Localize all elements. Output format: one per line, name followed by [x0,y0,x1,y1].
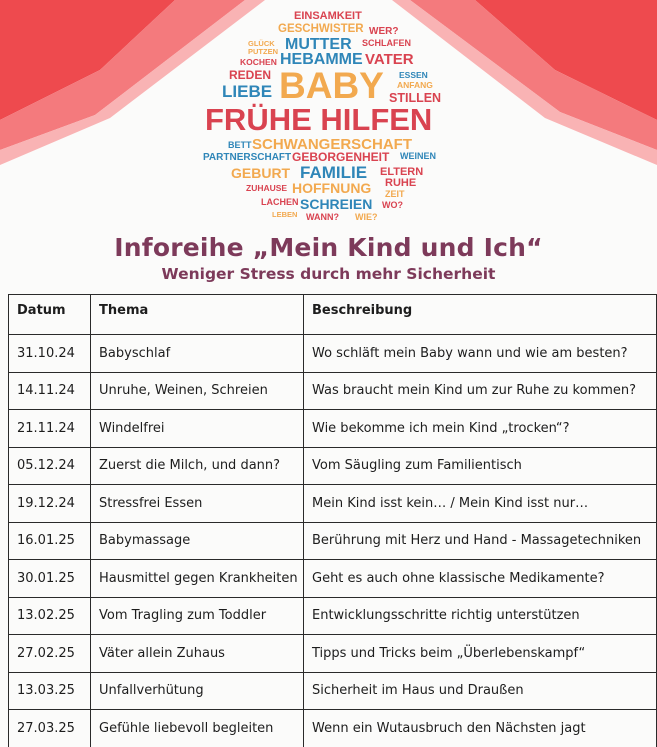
cell-topic: Vom Tragling zum Toddler [91,597,304,635]
cell-topic: Hausmittel gegen Krankheiten [91,560,304,598]
table-row [9,372,657,410]
cloud-word: WIE? [355,212,378,222]
table-row [9,672,657,710]
cloud-word: LIEBE [222,82,273,101]
table-row [9,522,657,560]
cell-date: 13.02.25 [9,597,91,635]
cloud-word: ZUHAUSE [246,183,288,193]
cloud-word: SCHREIEN [300,196,373,212]
cell-topic: Babymassage [91,522,304,560]
cell-topic: Windelfrei [91,410,304,448]
cloud-word: EINSAMKEIT [294,10,362,22]
table-row [9,710,657,747]
cell-date: 27.02.25 [9,635,91,673]
cloud-word: RUHE [385,177,417,189]
cloud-word: PUTZEN [248,47,278,56]
cloud-word: HEBAMME [280,51,363,68]
page-title: Inforeihe „Mein Kind und Ich“ [114,233,543,262]
cloud-word: ANFANG [397,80,433,90]
column-header-topic: Thema [91,295,304,335]
cell-description: Tipps und Tricks beim „Überlebenskampf“ [304,635,657,673]
cloud-word: WEINEN [400,151,436,161]
cloud-word: GESCHWISTER [278,23,364,35]
cloud-word: VATER [365,51,414,68]
cloud-word: WANN? [306,212,339,222]
cell-topic: Väter allein Zuhaus [91,635,304,673]
cell-description: Geht es auch ohne klassische Medikamente? [304,560,657,598]
word-cloud [0,0,657,230]
cloud-word: REDEN [229,68,272,82]
cloud-word: LEBEN [272,210,298,219]
cell-date: 13.03.25 [9,672,91,710]
cloud-word: WER? [369,26,399,37]
cell-description: Wie bekomme ich mein Kind „trocken“? [304,410,657,448]
cell-description: Vom Säugling zum Familientisch [304,447,657,485]
cell-topic: Unruhe, Weinen, Schreien [91,372,304,410]
cloud-word: SCHWANGERSCHAFT [252,136,412,153]
schedule-table [8,294,657,747]
cloud-word: LACHEN [261,197,299,207]
cell-description: Sicherheit im Haus und Draußen [304,672,657,710]
cloud-word: STILLEN [389,91,442,105]
cell-date: 21.11.24 [9,410,91,448]
cell-date: 05.12.24 [9,447,91,485]
table-header-row [9,295,657,335]
cloud-word: MUTTER [285,36,352,53]
cloud-word: BABY [279,65,384,106]
cell-date: 14.11.24 [9,372,91,410]
cell-topic: Unfallverhütung [91,672,304,710]
table-row [9,635,657,673]
cloud-word: GEBURT [231,165,291,181]
cell-date: 19.12.24 [9,485,91,523]
table-row [9,560,657,598]
cell-description: Wo schläft mein Baby wann und wie am besten? [304,335,657,373]
cloud-word: HOFFNUNG [292,180,372,196]
cell-description: Berührung mit Herz und Hand - Massagetechniken [304,522,657,560]
cloud-word: FRÜHE HILFEN [205,102,433,137]
table-row [9,485,657,523]
cloud-word: FAMILIE [300,163,368,182]
cell-date: 16.01.25 [9,522,91,560]
cell-date: 27.03.25 [9,710,91,747]
cloud-word: WO? [382,200,403,210]
cloud-word: PARTNERSCHAFT [203,152,292,163]
cloud-word: BETT [228,140,252,150]
table-row [9,335,657,373]
cloud-word: ESSEN [399,70,428,80]
cell-description: Was braucht mein Kind um zur Ruhe zu kommen? [304,372,657,410]
cell-topic: Gefühle liebevoll begleiten [91,710,304,747]
cell-topic: Babyschlaf [91,335,304,373]
cell-date: 30.01.25 [9,560,91,598]
column-header-date: Datum [9,295,91,335]
table-row [9,410,657,448]
cell-topic: Stressfrei Essen [91,485,304,523]
table-row [9,447,657,485]
cell-description: Mein Kind isst kein… / Mein Kind isst nur… [304,485,657,523]
cloud-word: GLÜCK [248,39,275,48]
cloud-word: KOCHEN [240,57,277,67]
cell-topic: Zuerst die Milch, und dann? [91,447,304,485]
cell-description: Wenn ein Wutausbruch den Nächsten jagt [304,710,657,747]
table-row [9,597,657,635]
page-subtitle: Weniger Stress durch mehr Sicherheit [161,265,496,283]
cloud-word: GEBORGENHEIT [292,150,390,164]
cell-date: 31.10.24 [9,335,91,373]
column-header-description: Beschreibung [304,295,657,335]
cloud-word: SCHLAFEN [362,38,411,48]
cloud-word: ELTERN [380,166,424,178]
cell-description: Entwicklungsschritte richtig unterstützen [304,597,657,635]
cloud-word: ZEIT [385,189,405,199]
